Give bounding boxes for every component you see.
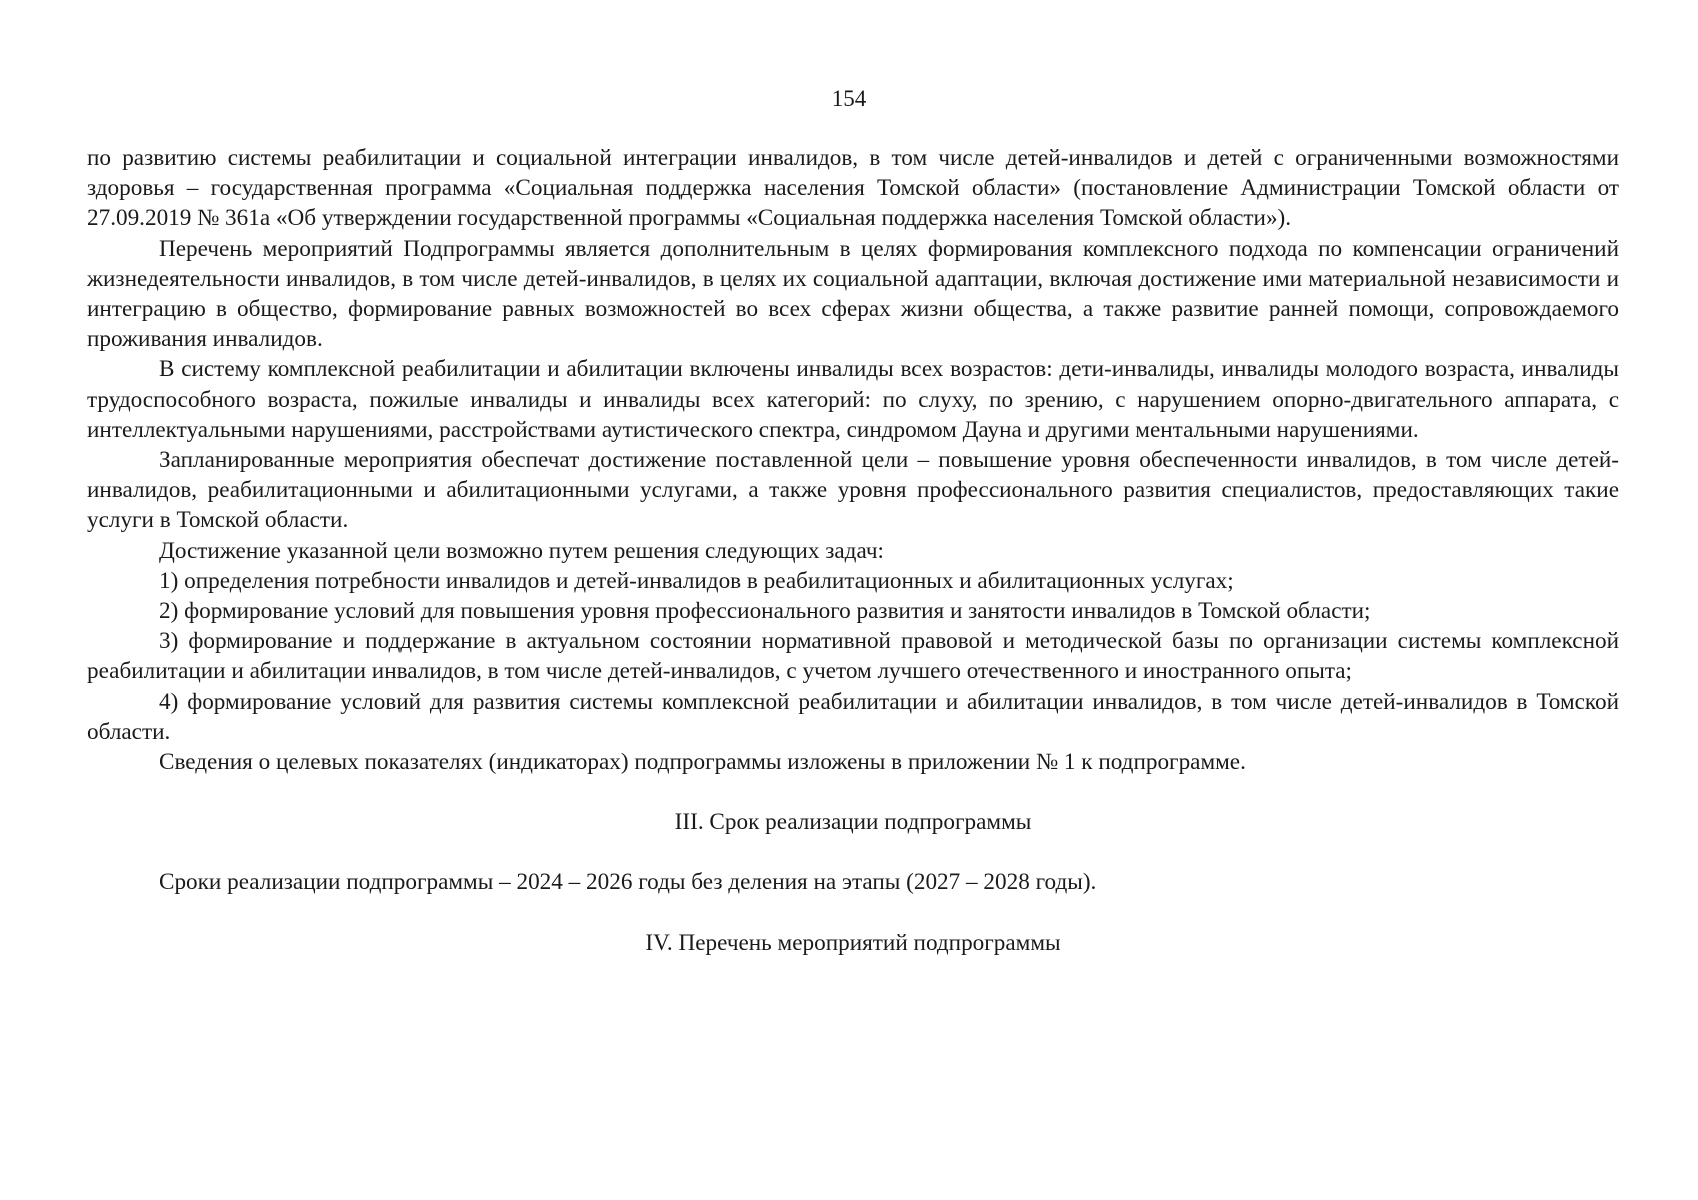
paragraph-tasks-intro: Достижение указанной цели возможно путем решения следующих задач: bbox=[159, 537, 884, 564]
paragraph-indicators: Сведения о целевых показателях (индикаторах) подпрограммы изложены в приложении № 1 к подпрограмме. bbox=[159, 749, 1246, 776]
paragraph-rehabilitation-system: В систему комплексной реабилитации и абилитации включены инвалиды всех возрастов: дети-инвалиды, инвалиды молодого возраста, инвалиды трудоспособного возраста, пожилые инвалиды и инвалиды всех категорий: по слуху, по зрению, с нарушением опорно-двигательного аппарата, с интеллектуальными нарушениями, расстройствами аутистического спектра, синдромом Дауна и другими ментальными нарушениями. bbox=[87, 356, 1619, 443]
document-body bbox=[87, 143, 1619, 958]
paragraph-planned-activities: Запланированные мероприятия обеспечат достижение поставленной цели – повышение уровня обеспеченности инвалидов, в том числе детей-инвалидов, реабилитационными и абилитационными услугами, а также уровня профессионального развития специалистов, предоставляющих такие услуги в Томской области. bbox=[87, 447, 1619, 534]
list-item-task-4: 4) формирование условий для развития системы комплексной реабилитации и абилитации инвалидов, в том числе детей-инвалидов в Томской области. bbox=[87, 688, 1619, 745]
paragraph-continuation: по развитию системы реабилитации и социальной интеграции инвалидов, в том числе детей-инвалидов и детей с ограниченными возможностями здоровья – государственная программа «Социальная поддержка населения Томской области» (постановление Администрации Томской области от 27.09.2019 № 361а «Об утверждении государственной программы «Социальная поддержка населения Томской области»). bbox=[87, 145, 1619, 232]
section-heading-activities-list: IV. Перечень мероприятий подпрограммы bbox=[645, 929, 1061, 956]
list-item-task-3: 3) формирование и поддержание в актуальном состоянии нормативной правовой и методической базы по организации системы комплексной реабилитации и абилитации инвалидов, в том числе детей-инвалидов, с учетом лучшего отечественного и иностранного опыта; bbox=[87, 628, 1619, 685]
paragraph-activities-list: Перечень мероприятий Подпрограммы является дополнительным в целях формирования комплексного подхода по компенсации ограничений жизнедеятельности инвалидов, в том числе детей-инвалидов, в целях их социальной адаптации, включая достижение ими материальной независимости и интеграцию в общество, формирование равных возможностей во всех сферах жизни общества, а также развитие ранней помощи, сопровождаемого проживания инвалидов. bbox=[87, 235, 1619, 353]
paragraph-implementation-period: Сроки реализации подпрограммы – 2024 – 2026 годы без деления на этапы (2027 – 2028 годы). bbox=[159, 869, 1097, 896]
section-heading-implementation-period: III. Срок реализации подпрограммы bbox=[674, 809, 1032, 836]
page-number: 154 bbox=[831, 86, 867, 111]
list-item-task-1: 1) определения потребности инвалидов и детей-инвалидов в реабилитационных и абилитационных услугах; bbox=[159, 567, 1234, 594]
list-item-task-2: 2) формирование условий для повышения уровня профессионального развития и занятости инвалидов в Томской области; bbox=[159, 598, 1371, 625]
